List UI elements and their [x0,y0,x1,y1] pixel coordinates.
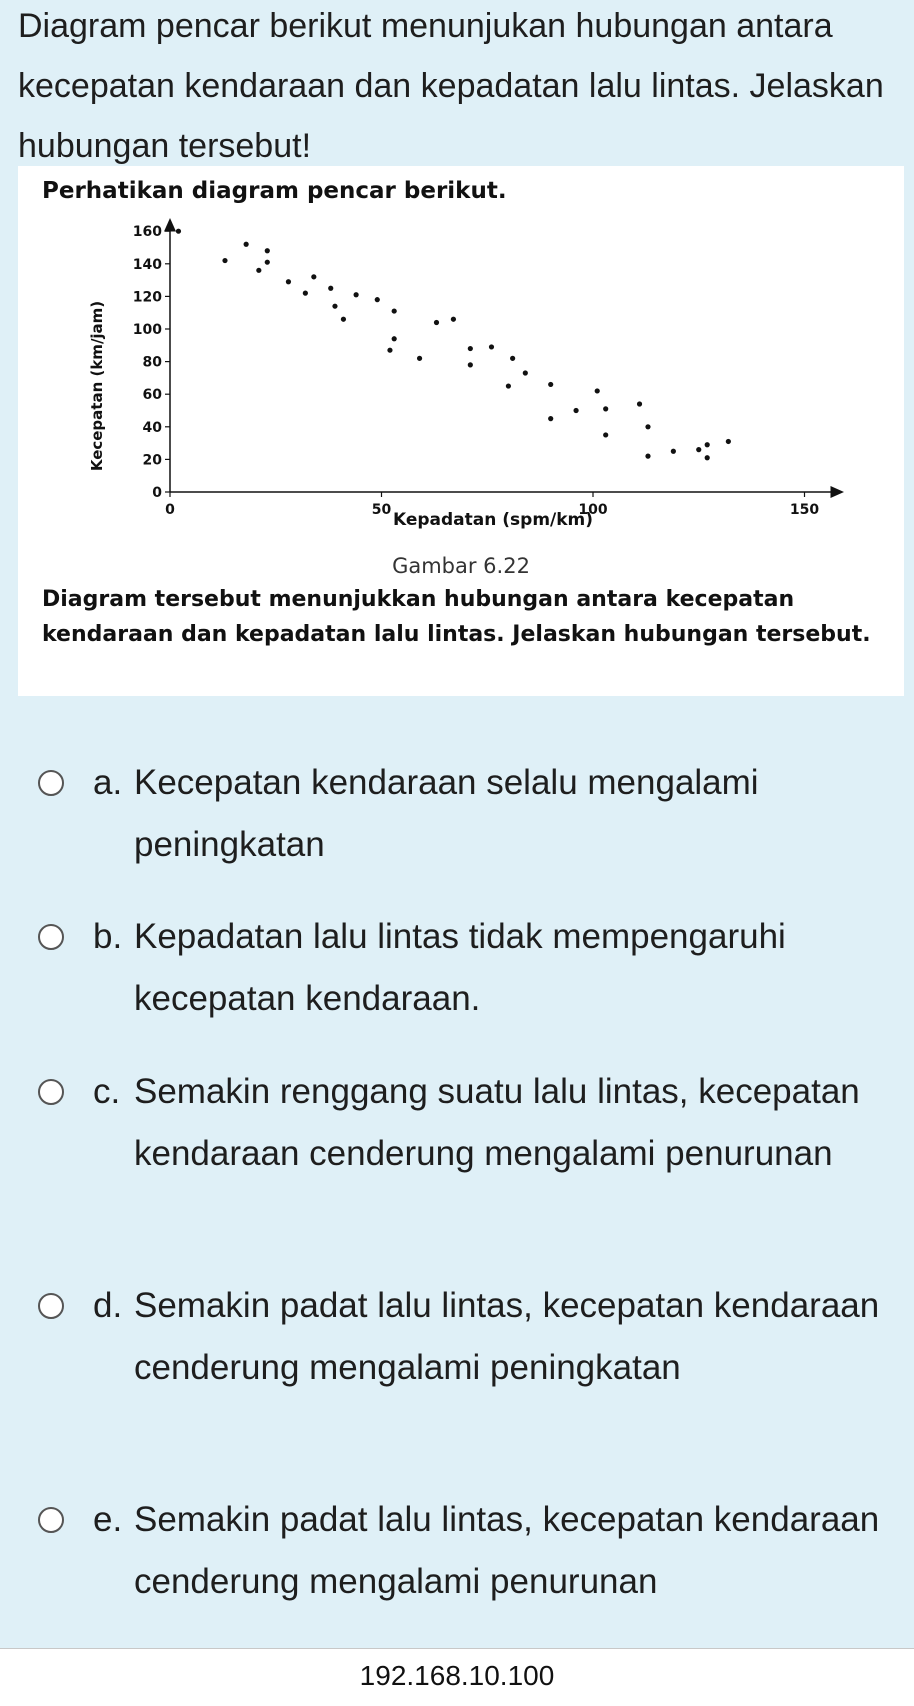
x-axis-label: Kepadatan (spm/km) [392,510,594,530]
scatter-point [705,455,710,460]
option-letter: d. [93,1286,123,1325]
y-tick-label: 60 [142,387,162,404]
address-bar[interactable] [0,1648,914,1706]
scatter-point [603,432,608,437]
scatter-point [637,401,642,406]
x-tick-label: 150 [789,502,820,518]
radio-button-d[interactable] [38,1293,64,1319]
scatter-point [726,439,731,444]
scatter-point [510,356,515,361]
scatter-point [696,447,701,452]
scatter-point [468,346,473,351]
question-figure [18,166,904,696]
option-letter: b. [93,917,123,956]
scatter-point [332,304,337,309]
scatter-point [434,320,439,325]
scatter-point [548,382,553,387]
scatter-point [286,279,291,284]
scatter-point [523,370,528,375]
scatter-point [303,291,308,296]
scatter-point [341,317,346,322]
x-tick-label: 100 [578,502,608,518]
option-text: Kecepatan kendaraan selalu mengalami peningkatan [134,763,759,864]
y-axis-ticks [133,224,170,501]
radio-button-e[interactable] [38,1507,64,1533]
scatter-point [451,317,456,322]
x-tick-label: 0 [165,502,175,518]
scatter-point [392,336,397,341]
scatter-point [387,348,392,353]
y-tick-label: 20 [142,452,162,469]
scatter-point [417,356,422,361]
scatter-point [468,362,473,367]
scatter-chart [18,166,904,566]
scatter-point [595,388,600,393]
radio-button-c[interactable] [38,1079,64,1105]
option-text: Semakin padat lalu lintas, kecepatan kendaraan cenderung mengalami peningkatan [134,1286,880,1387]
scatter-point [705,442,710,447]
scatter-point [645,424,650,429]
scatter-point [671,449,676,454]
scatter-point [176,229,181,234]
scatter-point [328,286,333,291]
scatter-point [489,344,494,349]
radio-button-b[interactable] [38,924,64,950]
y-axis-label: Kecepatan (km/jam) [88,300,106,472]
scatter-point [392,308,397,313]
url-text: 192.168.10.100 [359,1660,555,1691]
option-letter: c. [93,1072,121,1111]
scatter-point [244,242,249,247]
option-text: Semakin padat lalu lintas, kecepatan kendaraan cenderung mengalami penurunan [134,1500,880,1601]
y-tick-label: 160 [132,224,162,241]
x-tick-label: 50 [371,502,392,518]
figure-description: Diagram tersebut menunjukkan hubungan antara kecepatan kendaraan dan kepadatan lalu lintas. Jelaskan hubungan tersebut. [42,587,871,647]
y-tick-label: 40 [142,419,162,436]
scatter-point [222,258,227,263]
y-tick-label: 100 [132,322,162,338]
y-tick-label: 80 [142,354,162,371]
scatter-point [548,416,553,421]
scatter-point [506,383,511,388]
option-letter: a. [93,763,123,802]
option-text: Semakin renggang suatu lalu lintas, kecepatan kendaraan cenderung mengalami penurunan [134,1072,860,1173]
chart-axes [170,224,838,492]
y-tick-label: 0 [152,485,162,501]
y-tick-label: 140 [132,256,162,273]
scatter-point [265,248,270,253]
scatter-point [354,292,359,297]
scatter-point [645,454,650,459]
scatter-point [375,297,380,302]
scatter-point [603,406,608,411]
option-letter: e. [93,1500,123,1539]
scatter-point [265,260,270,265]
figure-heading: Perhatikan diagram pencar berikut. [42,178,507,204]
option-text: Kepadatan lalu lintas tidak mempengaruhi kecepatan kendaraan. [134,917,786,1018]
scatter-point [573,408,578,413]
question-text: Diagram pencar berikut menunjukan hubungan antara kecepatan kendaraan dan kepadatan lalu lintas. Jelaskan hubungan tersebut! [18,7,884,165]
scatter-point [311,274,316,279]
scatter-points [176,229,731,461]
scatter-point [256,268,261,273]
figure-caption: Gambar 6.22 [392,554,530,578]
y-tick-label: 120 [132,289,162,306]
radio-button-a[interactable] [38,770,64,796]
